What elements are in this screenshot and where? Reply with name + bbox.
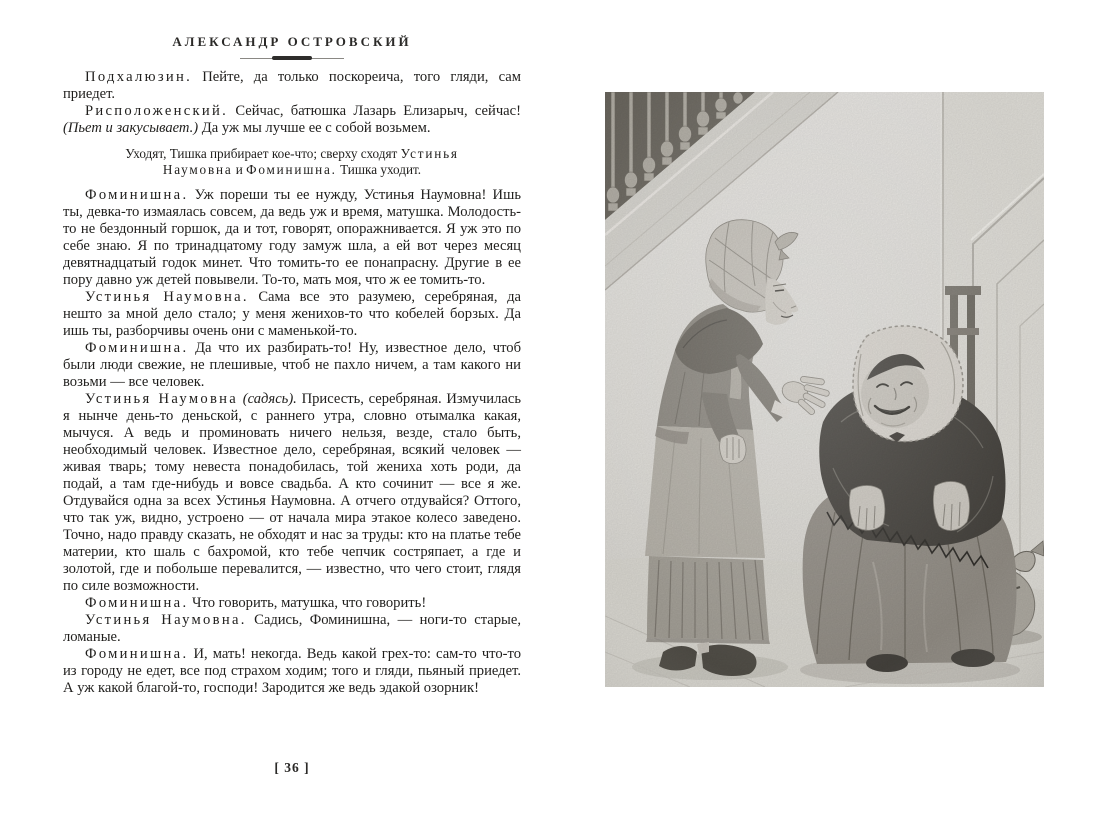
dialogue-paragraph — [63, 289, 521, 340]
text-segment-speaker: Устинья Наумовна. — [85, 612, 247, 628]
text-segment-normal: Что говорить, матушка, что говорить! — [188, 595, 427, 611]
text-segment-speaker: Фоминишна. — [85, 646, 189, 662]
dialogue-paragraph — [63, 646, 521, 697]
running-head: АЛЕКСАНДР ОСТРОВСКИЙ — [172, 34, 412, 49]
text-segment-speaker: Устинья Наумовна — [85, 391, 239, 407]
text-segment-normal: Уж пореши ты ее нужду, Устинья Наумовна! Ишь ты, девка-то измаялась совсем, да ведь уж и время, матушка. Молодость-то не бездонный горшок, да и тот, говорят, опоражнивается. Я уж это по себе знаю. Я по тринадцатому году замуж шла, а ей вот через месяц девятнадцатый годок минет. Что томить-то ее понапрасну. Другие в ее пору давно уж детей повывели. То-то, мать моя, что ж ее томить-то. — [63, 187, 521, 288]
text-segment-italic: (садясь). — [242, 391, 297, 407]
text-segment-normal: Садись, Фоминишна, — ноги-то старые, ломаные. — [63, 612, 521, 645]
text-segment-speaker: Фоминишна. — [85, 187, 189, 203]
text-segment-spaced: Фоминишна. — [246, 162, 337, 177]
text-segment-normal: Сама все это разумею, серебряная, да нешто за мной дело стало; у меня женихов-то что кобелей борзых. Да ишь ты, разборчивы очень они с маменькой-то. — [63, 289, 521, 339]
ornament-rule-center — [272, 56, 312, 60]
right-page — [550, 0, 1100, 825]
text-segment-normal: Сейчас, батюшка Лазарь Елизарыч, сейчас! — [228, 103, 521, 119]
text-column — [63, 69, 521, 697]
text-segment-speaker: Подхалюзин. — [85, 69, 193, 85]
dialogue-paragraph — [63, 612, 521, 646]
text-segment-normal: Да уж мы лучше ее с собой возьмем. — [198, 120, 431, 136]
left-page — [63, 0, 521, 825]
dialogue-paragraph — [63, 391, 521, 595]
stage-direction — [95, 146, 489, 178]
text-segment-normal: И, мать! некогда. Ведь какой грех-то: сам-то что-то из городу не едет, все под страхом ходим; того и гляди, пьяный приедет. А уж какой благой-то, господи! Зародится же ведь эдакой озорник! — [63, 646, 521, 696]
dialogue-paragraph — [63, 69, 521, 103]
text-segment-spaced: Устинья Наумовна — [162, 146, 459, 177]
text-segment-normal: Присесть, серебряная. Измучилась я нынче день-то деньской, с раннего утра, словно отымалка какая, мычуся. А ведь и проминовать ничего нельзя, везде, стало быть, необходимый человек. Известное дело, серебряная, всякий человек — живая тварь; тому невеста понадобилась, той жениха хоть роди, да подай, а там где-нибудь и вовсе свадьба. А кто сочинит — все я же. Отдувайся одна за всех Устинья Наумовна. А отчего отдувайся? Оттого, что так уж, видно, устроено — от начала мира этакое колесо заведено. Точно, надо правду сказать, не обходят и нас за труды: кто на платье тебе материи, кто шаль с бахромой, кто тебе чепчик состряпает, а где и золотой, где и побольше перевалится, — известно, что чего стоит, глядя по силе возможности. — [63, 391, 521, 594]
dialogue-paragraph — [63, 595, 521, 612]
text-segment-normal: Тишка уходит. — [336, 162, 422, 177]
dialogue-paragraph — [63, 187, 521, 289]
text-segment-normal: Уходят, Тишка прибирает кое-что; сверху сходят — [125, 146, 401, 161]
illustration — [605, 92, 1044, 687]
text-segment-normal: Да что их разбирать-то! Ну, известное дело, чтоб были люди свежие, не плешивые, чтоб не пахло ничем, а там какого ни возьми — все человек. — [63, 340, 521, 390]
text-segment-speaker: Фоминишна. — [85, 340, 189, 356]
dialogue-paragraph — [63, 340, 521, 391]
text-segment-italic: (Пьет и закусывает.) — [63, 120, 199, 136]
text-segment-normal: и — [232, 162, 247, 177]
illustration-frame — [605, 92, 1044, 687]
header-ornament-rule — [240, 56, 344, 60]
text-segment-normal: Пейте, да только поскореича, того гляди, сам приедет. — [63, 69, 521, 102]
page-number: [ 36 ] — [274, 760, 310, 775]
text-segment-speaker: Устинья Наумовна. — [85, 289, 249, 305]
text-segment-speaker: Фоминишна. — [85, 595, 189, 611]
text-segment-speaker: Рисположенский. — [85, 103, 229, 119]
dialogue-paragraph — [63, 103, 521, 137]
